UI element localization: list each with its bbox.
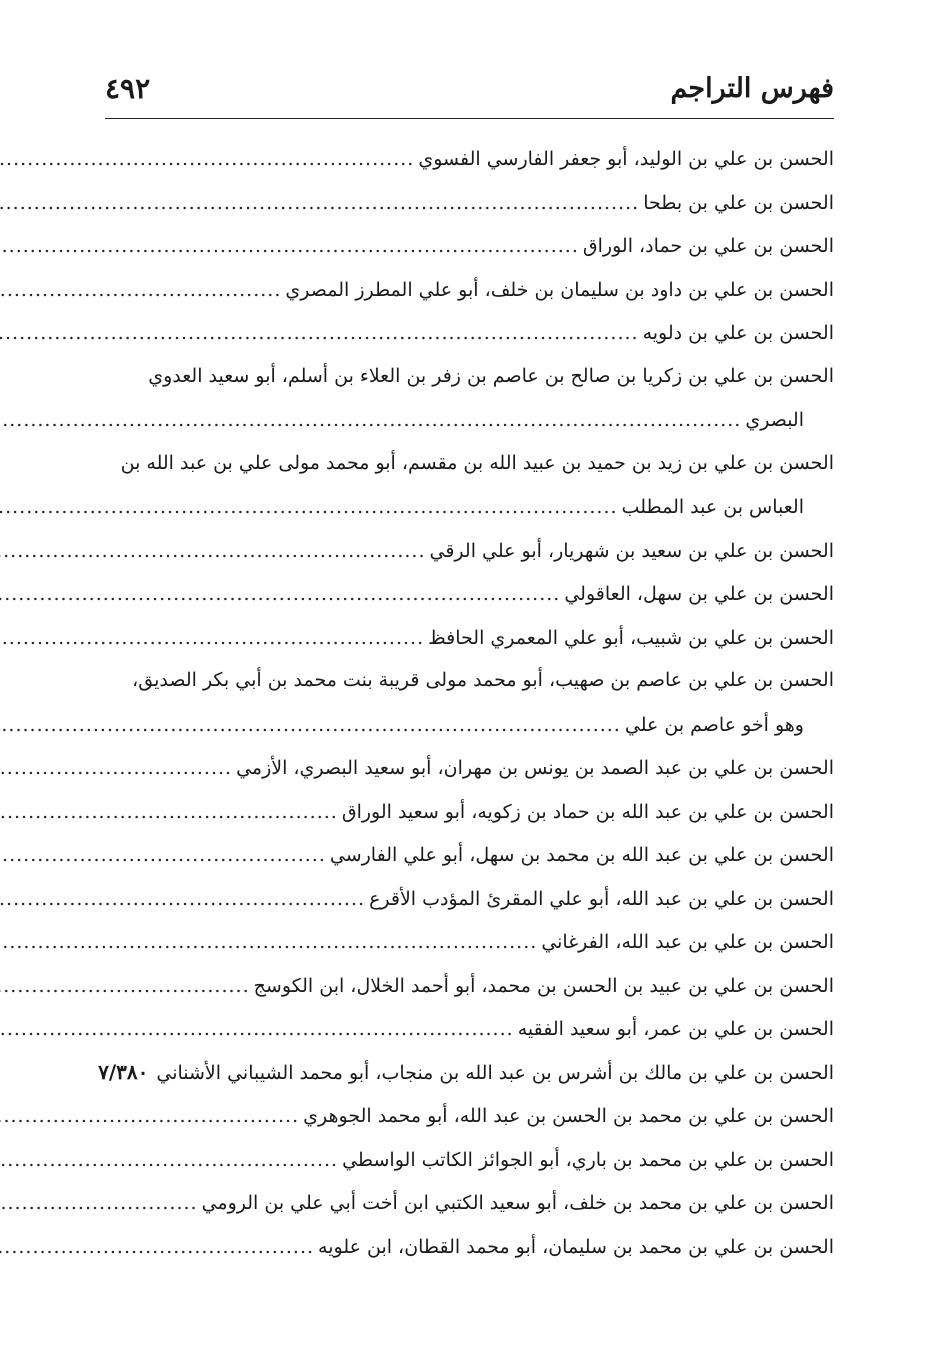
- index-entry: [105, 181, 834, 225]
- index-entry: [105, 1225, 834, 1269]
- index-entry: [105, 1181, 834, 1225]
- leader-dots: [0, 921, 537, 965]
- leader-dots: [0, 225, 579, 269]
- leader-dots: [0, 1182, 198, 1226]
- index-entry: [105, 529, 834, 573]
- index-entry: [105, 1138, 834, 1182]
- index-entry: [105, 355, 834, 442]
- leader-dots: [0, 1226, 314, 1270]
- index-entry: [105, 877, 834, 921]
- leader-dots: [0, 704, 621, 748]
- entry-name: الحسن بن علي بن محمد بن خلف، أبو سعيد الكتبي ابن أخت أبي علي بن الرومي: [201, 1192, 834, 1214]
- index-entry: [105, 964, 834, 1008]
- index-entry: [105, 268, 834, 312]
- leader-dots: [0, 1139, 338, 1183]
- index-entry: [105, 137, 834, 181]
- biography-index-list: [98, 137, 834, 1268]
- leader-dots: [0, 269, 281, 313]
- entry-name: الحسن بن علي بن سعيد بن شهريار، أبو علي الرقي: [429, 539, 834, 562]
- leader-dots: [0, 617, 424, 661]
- leader-dots: [0, 1095, 299, 1139]
- entry-name: الحسن بن علي بن عبد الصمد بن يونس بن مهران، أبو سعيد البصري، الأزمي: [236, 757, 834, 779]
- index-entry: [105, 659, 834, 746]
- index-entry: [105, 572, 834, 616]
- page-number: ٤٩٢: [105, 71, 151, 105]
- entry-name-continuation: البصري: [745, 409, 804, 431]
- entry-name: الحسن بن علي بن الوليد، أبو جعفر الفارسي الفسوي: [418, 148, 834, 170]
- entry-name: الحسن بن علي بن داود بن سليمان بن خلف، أبو علي المطرز المصري: [285, 278, 834, 301]
- index-entry: [105, 920, 834, 964]
- leader-dots: [0, 573, 560, 617]
- leader-dots: [0, 1008, 514, 1052]
- leader-dots: [0, 399, 741, 443]
- running-title: فهرس التراجم: [670, 72, 834, 104]
- index-entry: [105, 833, 834, 877]
- entry-name: الحسن بن علي بن دلويه: [642, 322, 834, 344]
- entry-name-continuation: العباس بن عبد المطلب: [621, 496, 804, 518]
- entry-name: الحسن بن علي بن عبيد بن الحسن بن محمد، أبو أحمد الخلال، ابن الكوسج: [253, 974, 834, 997]
- entry-name: الحسن بن علي بن محمد بن سليمان، أبو محمد القطان، ابن علويه: [318, 1235, 834, 1258]
- entry-name: الحسن بن علي بن عبد الله، أبو علي المقرئ المؤدب الأقرع: [369, 887, 834, 910]
- entry-name: الحسن بن علي بن عبد الله بن حماد بن زكويه، أبو سعيد الوراق: [341, 800, 834, 823]
- leader-dots: [0, 791, 338, 835]
- entry-name: الحسن بن علي بن سهل، العاقولي: [564, 583, 834, 605]
- leader-dots: [0, 138, 414, 182]
- entry-name: الحسن بن علي بن عبد الله بن محمد بن سهل، أبو علي الفارسي: [329, 844, 834, 866]
- leader-dots: [0, 486, 618, 530]
- entry-name: الحسن بن علي بن عاصم بن صهيب، أبو محمد مولى قريبة بنت محمد بن أبي بكر الصديق،: [132, 669, 834, 691]
- entry-name: الحسن بن علي بن زكريا بن صالح بن عاصم بن زفر بن العلاء بن أسلم، أبو سعيد العدوي: [148, 364, 834, 387]
- entry-name: الحسن بن علي بن زيد بن حميد بن عبيد الله بن مقسم، أبو محمد مولى علي بن عبد الله بن: [120, 451, 834, 474]
- index-entry: [105, 311, 834, 355]
- entry-name-continuation: وهو أخو عاصم بن علي: [624, 713, 804, 736]
- page-header: [105, 68, 834, 108]
- entry-name: الحسن بن علي بن مالك بن أشرس بن عبد الله بن منجاب، أبو محمد الشيباني الأشناني: [156, 1061, 834, 1084]
- leader-dots: [0, 530, 426, 574]
- index-entry: [105, 442, 834, 529]
- entry-name: الحسن بن علي بن حماد، الوراق: [582, 235, 834, 257]
- index-entry: [105, 790, 834, 834]
- leader-dots: [0, 312, 639, 356]
- leader-dots: [0, 834, 326, 878]
- volume-page-ref: ٧/٣٨٠: [98, 1059, 149, 1084]
- index-entry: [105, 224, 834, 268]
- index-entry: [105, 746, 834, 790]
- leader-dots: [0, 965, 250, 1009]
- index-entry: [98, 1051, 834, 1095]
- index-entry: [105, 1094, 834, 1138]
- leader-dots: [0, 878, 365, 922]
- entry-name: الحسن بن علي بن محمد بن باري، أبو الجوائز الكاتب الواسطي: [342, 1148, 834, 1171]
- entry-name: الحسن بن علي بن محمد بن الحسن بن عبد الله، أبو محمد الجوهري: [303, 1105, 834, 1127]
- leader-dots: [0, 182, 639, 226]
- leader-dots: [0, 747, 232, 791]
- entry-name: الحسن بن علي بن عبد الله، الفرغاني: [541, 931, 834, 953]
- index-entry: [105, 616, 834, 660]
- entry-name: الحسن بن علي بن عمر، أبو سعيد الفقيه: [517, 1018, 834, 1040]
- header-rule: [105, 118, 834, 119]
- index-entry: [105, 1007, 834, 1051]
- entry-name: الحسن بن علي بن شبيب، أبو علي المعمري الحافظ: [428, 626, 834, 649]
- entry-name: الحسن بن علي بن بطحا: [643, 191, 834, 214]
